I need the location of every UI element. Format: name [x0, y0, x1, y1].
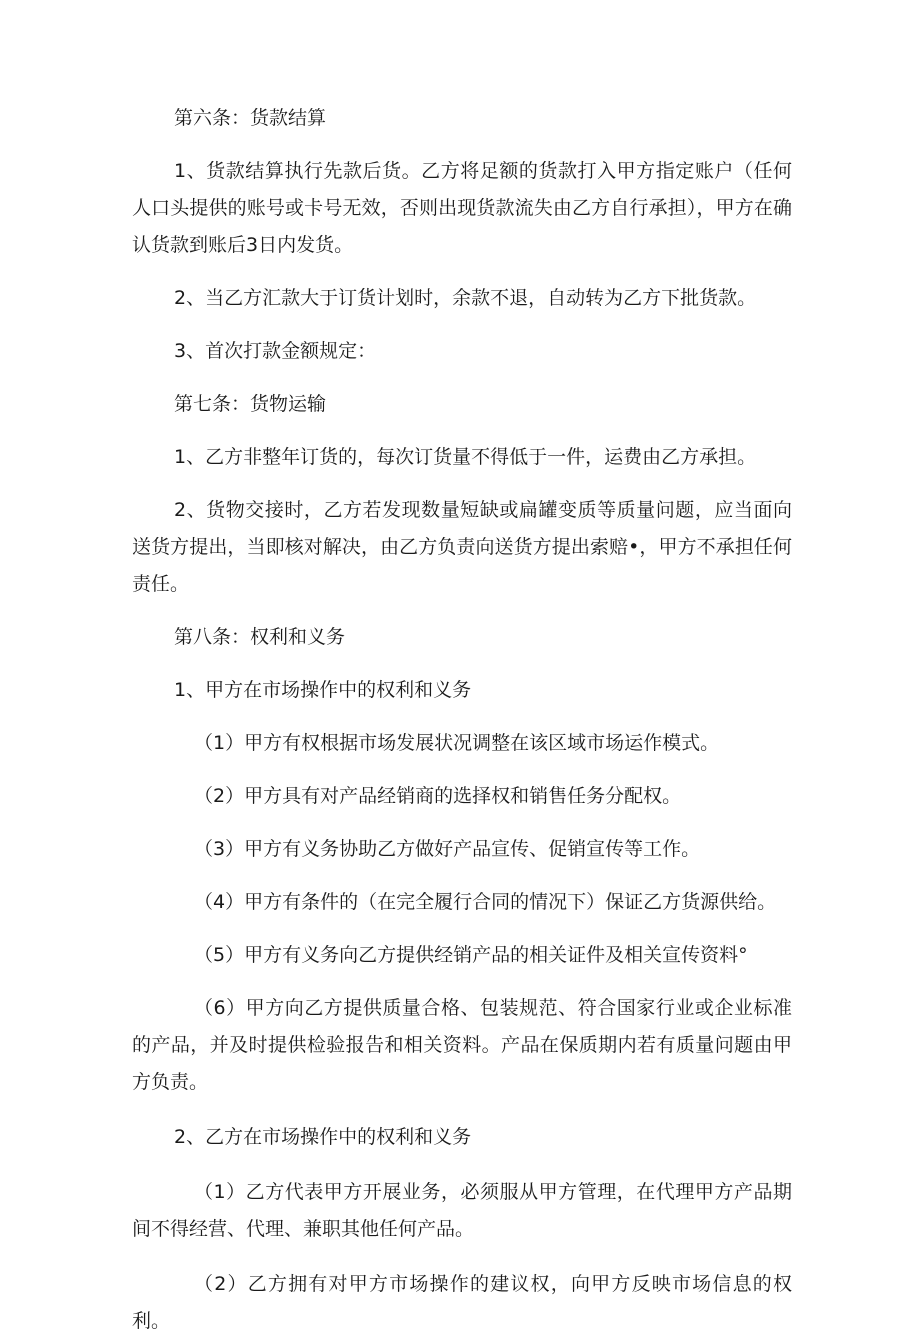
list-item: （2）乙方拥有对甲方市场操作的建议权，向甲方反映市场信息的权利。	[132, 1273, 792, 1332]
heading-article-7: 第七条：货物运输	[174, 393, 327, 415]
list-item: （4）甲方有条件的（在完全履行合同的情况下）保证乙方货源供给。	[194, 891, 777, 913]
paragraph: 3、首次打款金额规定：	[174, 340, 377, 362]
list-item: （3）甲方有义务协助乙方做好产品宣传、促销宣传等工作。	[194, 838, 701, 860]
paragraph: 2、乙方在市场操作中的权利和义务	[174, 1126, 472, 1148]
paragraph: 1、货款结算执行先款后货。乙方将足额的货款打入甲方指定账户（任何人口头提供的账号或卡号无效，否则出现货款流失由乙方自行承担），甲方在确认货款到账后3日内发货。	[132, 160, 792, 256]
paragraph: 1、乙方非整年订货的，每次订货量不得低于一件，运费由乙方承担。	[174, 446, 757, 468]
paragraph: 2、当乙方汇款大于订货计划时，余款不退，自动转为乙方下批货款。	[174, 287, 757, 309]
list-item: （1）甲方有权根据市场发展状况调整在该区域市场运作模式。	[194, 732, 720, 754]
list-item: （6）甲方向乙方提供质量合格、包装规范、符合国家行业或企业标准的产品，并及时提供检验报告和相关资料。产品在保质期内若有质量问题由甲方负责。	[132, 997, 792, 1093]
paragraph: 2、货物交接时，乙方若发现数量短缺或扁罐变质等质量问题，应当面向送货方提出，当即核对解决，由乙方负责向送货方提出索赔•，甲方不承担任何责任。	[132, 499, 792, 595]
heading-article-8: 第八条：权利和义务	[174, 626, 346, 648]
paragraph: 1、甲方在市场操作中的权利和义务	[174, 679, 472, 701]
list-item: （2）甲方具有对产品经销商的选择权和销售任务分配权。	[194, 785, 682, 807]
heading-article-6: 第六条：货款结算	[174, 107, 327, 129]
list-item: （5）甲方有义务向乙方提供经销产品的相关证件及相关宣传资料°	[194, 944, 748, 966]
document-body	[132, 100, 792, 1340]
list-item: （1）乙方代表甲方开展业务，必须服从甲方管理，在代理甲方产品期间不得经营、代理、兼职其他任何产品。	[132, 1181, 792, 1240]
